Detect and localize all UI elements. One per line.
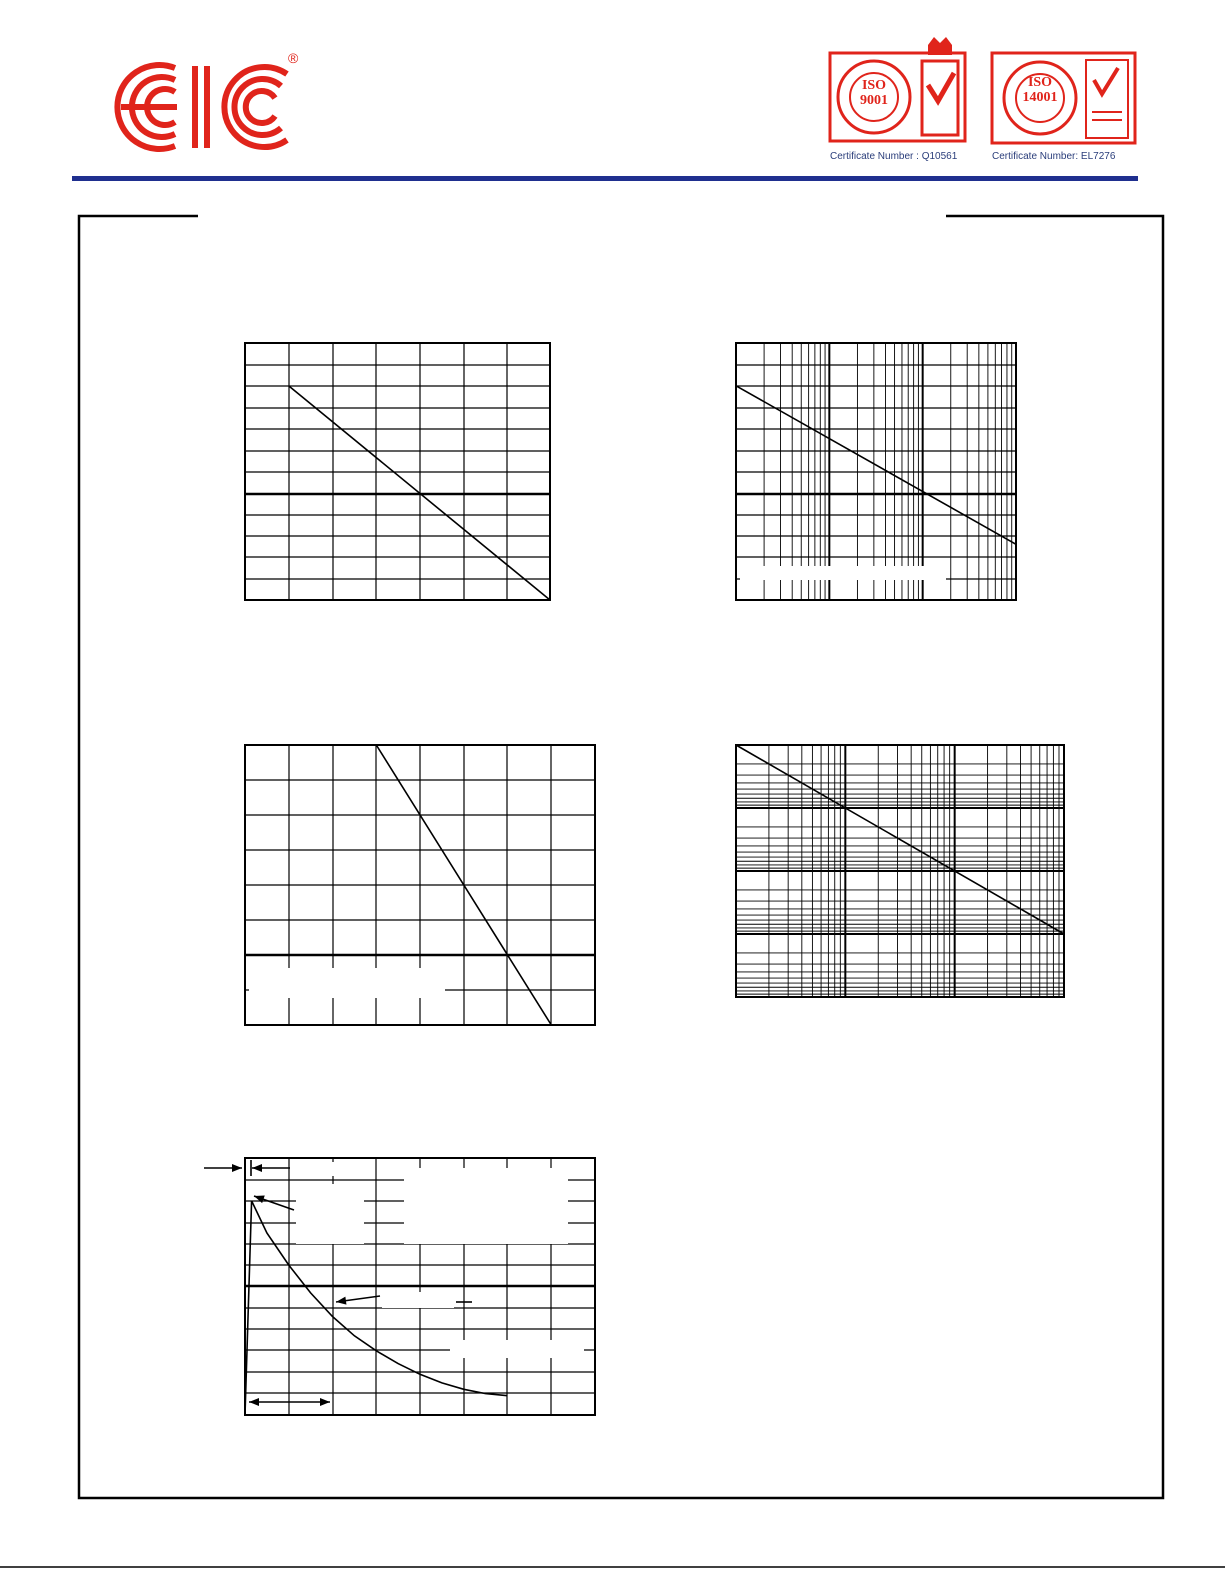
pulse-width-arrow-left-head — [249, 1398, 259, 1406]
blank-label-area — [450, 1340, 584, 1358]
registered-mark: ® — [288, 50, 299, 66]
rise-time-arrow-right-head — [252, 1164, 262, 1172]
blank-label-area — [382, 1292, 454, 1308]
chart-1 — [245, 343, 550, 600]
rise-time-arrow-left-head — [232, 1164, 242, 1172]
certificate-number-caption: Certificate Number : Q10561 — [830, 151, 958, 162]
chart-grid — [245, 343, 550, 600]
certificate-number-caption: Certificate Number: EL7276 — [992, 151, 1116, 162]
blank-label-area — [290, 1162, 362, 1176]
iso-9001-standard-label: ISO 9001 — [860, 78, 888, 108]
series-line — [736, 745, 1064, 934]
peak-value-arrow-head — [254, 1196, 265, 1204]
pulse-width-arrow-right-head — [320, 1398, 330, 1406]
half-value-arrow-head — [336, 1297, 346, 1305]
iso-14001-standard-label: ISO 14001 — [1022, 75, 1058, 105]
blank-label-area — [404, 1168, 568, 1244]
blank-label-area — [740, 566, 946, 580]
blank-label-area — [249, 968, 445, 998]
blank-label-area — [296, 1184, 364, 1244]
chart-4 — [736, 745, 1064, 997]
chart-grid — [736, 745, 1064, 997]
series-line — [736, 386, 1016, 545]
chart-grid — [736, 343, 1016, 600]
chart-2 — [736, 343, 1016, 600]
